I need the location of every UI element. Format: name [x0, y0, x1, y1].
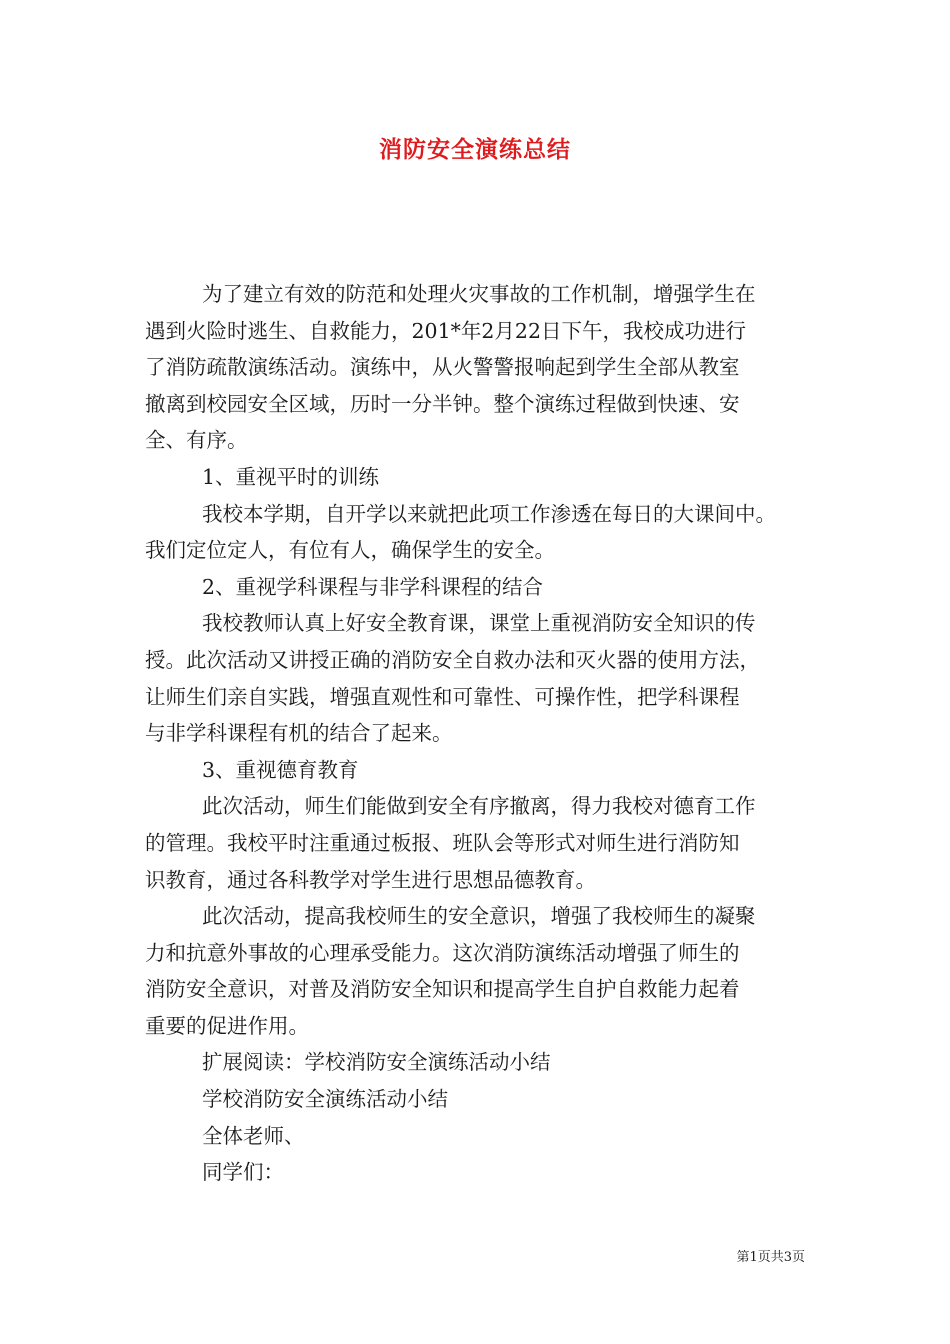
body-line: 识教育，通过各科教学对学生进行思想品德教育。: [145, 867, 596, 892]
body-line: 重要的促进作用。: [145, 1013, 309, 1038]
body-line: 让师生们亲自实践，增强直观性和可靠性、可操作性，把学科课程: [145, 684, 740, 709]
body-line: 撤离到校园安全区域，历时一分半钟。整个演练过程做到快速、安: [145, 391, 740, 416]
page-number: 第1页共3页: [736, 1250, 805, 1265]
body-line: 授。此次活动又讲授正确的消防安全自救办法和灭火器的使用方法，: [145, 647, 760, 672]
body-line: 同学们：: [202, 1160, 284, 1185]
document-title: 消防安全演练总结: [379, 137, 571, 163]
body-line: 全、有序。: [145, 428, 248, 453]
body-line: 力和抗意外事故的心理承受能力。这次消防演练活动增强了师生的: [145, 940, 740, 965]
body-line: 与非学科课程有机的结合了起来。: [145, 721, 453, 746]
body-line: 此次活动，师生们能做到安全有序撤离，得力我校对德育工作: [202, 794, 756, 819]
document-body: [145, 276, 815, 1191]
body-line: 3、重视德育教育: [202, 757, 359, 782]
body-line: 我们定位定人，有位有人，确保学生的安全。: [145, 538, 555, 563]
body-line: 我校教师认真上好安全教育课，课堂上重视消防安全知识的传: [202, 611, 756, 636]
body-line: 学校消防安全演练活动小结: [202, 1087, 448, 1112]
body-line: 了消防疏散演练活动。演练中，从火警警报响起到学生全部从教室: [145, 355, 740, 380]
body-line: 的管理。我校平时注重通过板报、班队会等形式对师生进行消防知: [145, 830, 740, 855]
body-line: 全体老师、: [202, 1123, 305, 1148]
body-line: 为了建立有效的防范和处理火灾事故的工作机制，增强学生在: [202, 282, 756, 306]
body-line: 2、重视学科课程与非学科课程的结合: [202, 574, 544, 599]
body-line: 遇到火险时逃生、自救能力，201*年2月22日下午，我校成功进行: [145, 318, 747, 343]
body-line: 我校本学期，自开学以来就把此项工作渗透在每日的大课间中。: [202, 501, 776, 526]
body-line: 扩展阅读：学校消防安全演练活动小结: [202, 1050, 551, 1075]
body-line: 消防安全意识，对普及消防安全知识和提高学生自护自救能力起着: [145, 977, 740, 1002]
body-line: 此次活动，提高我校师生的安全意识，增强了我校师生的凝聚: [202, 904, 756, 929]
body-line: 1、重视平时的训练: [202, 464, 380, 489]
